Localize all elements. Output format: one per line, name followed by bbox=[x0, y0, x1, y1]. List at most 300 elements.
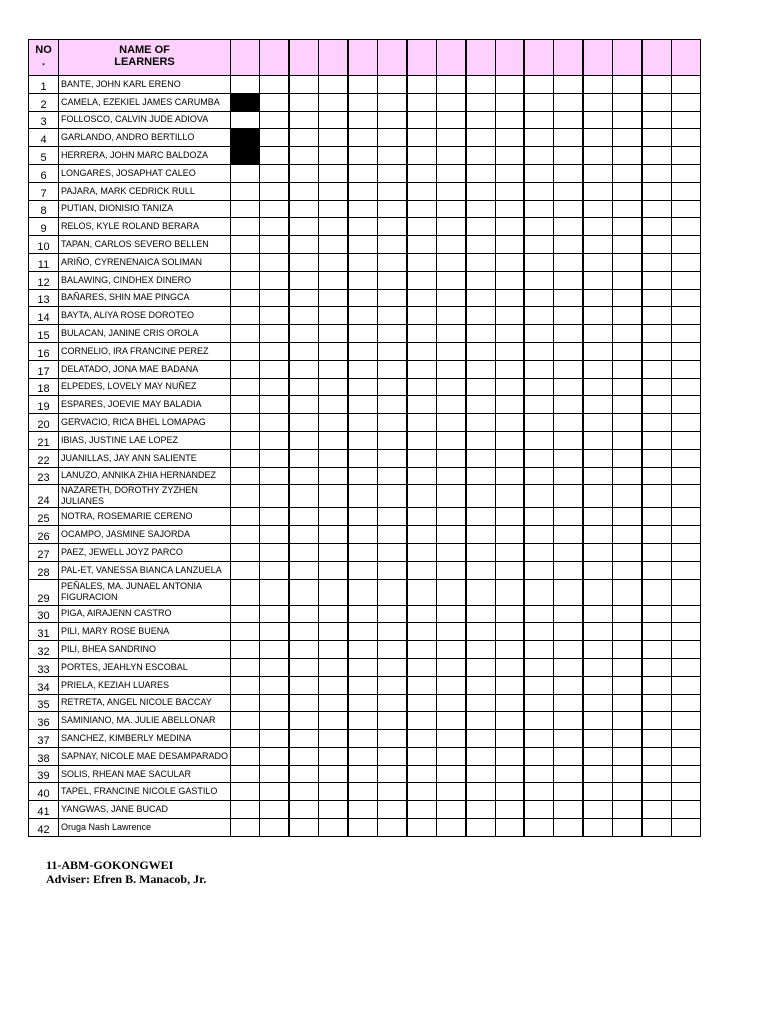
mark-cell[interactable] bbox=[436, 164, 465, 182]
mark-cell[interactable] bbox=[671, 801, 700, 819]
mark-cell[interactable] bbox=[642, 431, 671, 449]
mark-cell[interactable] bbox=[377, 396, 406, 414]
mark-cell[interactable] bbox=[407, 579, 436, 605]
mark-cell[interactable] bbox=[671, 747, 700, 765]
mark-cell[interactable] bbox=[554, 253, 583, 271]
mark-cell[interactable] bbox=[436, 182, 465, 200]
mark-cell[interactable] bbox=[289, 730, 318, 748]
mark-cell[interactable] bbox=[524, 623, 553, 641]
mark-cell[interactable] bbox=[671, 378, 700, 396]
mark-cell[interactable] bbox=[613, 543, 642, 561]
mark-cell[interactable] bbox=[231, 508, 260, 526]
mark-cell[interactable] bbox=[642, 485, 671, 508]
mark-cell[interactable] bbox=[377, 730, 406, 748]
mark-cell[interactable] bbox=[466, 76, 495, 94]
mark-cell[interactable] bbox=[348, 414, 377, 432]
mark-cell[interactable] bbox=[613, 164, 642, 182]
mark-cell[interactable] bbox=[231, 730, 260, 748]
mark-cell[interactable] bbox=[260, 414, 289, 432]
mark-cell[interactable] bbox=[554, 307, 583, 325]
mark-cell[interactable] bbox=[583, 253, 612, 271]
mark-cell[interactable] bbox=[466, 730, 495, 748]
mark-cell[interactable] bbox=[613, 783, 642, 801]
mark-cell[interactable] bbox=[407, 360, 436, 378]
mark-cell[interactable] bbox=[583, 676, 612, 694]
mark-cell[interactable] bbox=[495, 253, 524, 271]
mark-cell[interactable] bbox=[642, 164, 671, 182]
mark-cell[interactable] bbox=[524, 765, 553, 783]
mark-cell[interactable] bbox=[348, 378, 377, 396]
mark-cell[interactable] bbox=[495, 289, 524, 307]
mark-cell[interactable] bbox=[231, 765, 260, 783]
mark-cell[interactable] bbox=[554, 182, 583, 200]
mark-cell[interactable] bbox=[524, 342, 553, 360]
mark-cell[interactable] bbox=[613, 218, 642, 236]
mark-cell[interactable] bbox=[583, 819, 612, 837]
mark-cell[interactable] bbox=[466, 414, 495, 432]
mark-cell[interactable] bbox=[231, 543, 260, 561]
mark-cell[interactable] bbox=[231, 712, 260, 730]
mark-cell[interactable] bbox=[554, 730, 583, 748]
mark-cell[interactable] bbox=[642, 396, 671, 414]
mark-cell[interactable] bbox=[319, 819, 348, 837]
mark-cell[interactable] bbox=[524, 182, 553, 200]
mark-cell[interactable] bbox=[289, 765, 318, 783]
mark-cell[interactable] bbox=[642, 236, 671, 254]
mark-cell[interactable] bbox=[436, 561, 465, 579]
mark-cell[interactable] bbox=[348, 579, 377, 605]
mark-cell[interactable] bbox=[613, 819, 642, 837]
mark-cell[interactable] bbox=[466, 396, 495, 414]
mark-cell[interactable] bbox=[436, 765, 465, 783]
mark-cell[interactable] bbox=[554, 236, 583, 254]
mark-cell[interactable] bbox=[407, 783, 436, 801]
mark-cell[interactable] bbox=[289, 289, 318, 307]
mark-cell[interactable] bbox=[642, 526, 671, 544]
mark-cell[interactable] bbox=[524, 307, 553, 325]
mark-cell[interactable] bbox=[319, 485, 348, 508]
mark-cell[interactable] bbox=[524, 694, 553, 712]
mark-cell[interactable] bbox=[377, 129, 406, 147]
mark-cell[interactable] bbox=[554, 396, 583, 414]
mark-cell[interactable] bbox=[260, 730, 289, 748]
mark-cell[interactable] bbox=[554, 605, 583, 623]
mark-cell[interactable] bbox=[436, 307, 465, 325]
mark-cell[interactable] bbox=[613, 431, 642, 449]
mark-cell[interactable] bbox=[495, 396, 524, 414]
mark-cell[interactable] bbox=[671, 712, 700, 730]
mark-cell[interactable] bbox=[231, 325, 260, 343]
mark-cell[interactable] bbox=[583, 129, 612, 147]
mark-cell[interactable] bbox=[407, 658, 436, 676]
mark-cell[interactable] bbox=[407, 147, 436, 165]
mark-cell[interactable] bbox=[436, 543, 465, 561]
mark-cell[interactable] bbox=[348, 605, 377, 623]
mark-cell[interactable] bbox=[554, 129, 583, 147]
mark-cell[interactable] bbox=[613, 93, 642, 111]
mark-cell[interactable] bbox=[495, 641, 524, 659]
mark-cell[interactable] bbox=[495, 378, 524, 396]
mark-cell[interactable] bbox=[348, 561, 377, 579]
mark-cell[interactable] bbox=[583, 342, 612, 360]
mark-cell[interactable] bbox=[289, 526, 318, 544]
mark-cell[interactable] bbox=[583, 658, 612, 676]
mark-cell[interactable] bbox=[495, 747, 524, 765]
mark-cell[interactable] bbox=[231, 147, 260, 165]
mark-cell[interactable] bbox=[554, 342, 583, 360]
mark-cell[interactable] bbox=[289, 449, 318, 467]
mark-cell[interactable] bbox=[407, 747, 436, 765]
mark-cell[interactable] bbox=[466, 289, 495, 307]
mark-cell[interactable] bbox=[319, 730, 348, 748]
mark-cell[interactable] bbox=[407, 431, 436, 449]
mark-cell[interactable] bbox=[524, 508, 553, 526]
mark-cell[interactable] bbox=[642, 414, 671, 432]
mark-cell[interactable] bbox=[671, 76, 700, 94]
mark-cell[interactable] bbox=[524, 467, 553, 485]
mark-cell[interactable] bbox=[289, 111, 318, 129]
mark-cell[interactable] bbox=[524, 111, 553, 129]
mark-cell[interactable] bbox=[436, 694, 465, 712]
mark-cell[interactable] bbox=[466, 325, 495, 343]
mark-cell[interactable] bbox=[407, 508, 436, 526]
mark-cell[interactable] bbox=[671, 414, 700, 432]
mark-cell[interactable] bbox=[495, 801, 524, 819]
mark-cell[interactable] bbox=[671, 164, 700, 182]
mark-cell[interactable] bbox=[554, 467, 583, 485]
mark-cell[interactable] bbox=[642, 641, 671, 659]
mark-cell[interactable] bbox=[613, 485, 642, 508]
mark-cell[interactable] bbox=[554, 289, 583, 307]
mark-cell[interactable] bbox=[495, 765, 524, 783]
mark-cell[interactable] bbox=[260, 508, 289, 526]
mark-cell[interactable] bbox=[642, 819, 671, 837]
mark-cell[interactable] bbox=[289, 236, 318, 254]
mark-cell[interactable] bbox=[319, 129, 348, 147]
mark-cell[interactable] bbox=[407, 561, 436, 579]
mark-cell[interactable] bbox=[348, 783, 377, 801]
mark-cell[interactable] bbox=[613, 111, 642, 129]
mark-cell[interactable] bbox=[671, 253, 700, 271]
mark-cell[interactable] bbox=[495, 271, 524, 289]
mark-cell[interactable] bbox=[495, 508, 524, 526]
mark-cell[interactable] bbox=[231, 182, 260, 200]
mark-cell[interactable] bbox=[260, 623, 289, 641]
mark-cell[interactable] bbox=[642, 676, 671, 694]
mark-cell[interactable] bbox=[377, 485, 406, 508]
mark-cell[interactable] bbox=[554, 218, 583, 236]
mark-cell[interactable] bbox=[642, 783, 671, 801]
mark-cell[interactable] bbox=[377, 111, 406, 129]
mark-cell[interactable] bbox=[377, 765, 406, 783]
mark-cell[interactable] bbox=[524, 579, 553, 605]
mark-cell[interactable] bbox=[377, 164, 406, 182]
mark-cell[interactable] bbox=[348, 289, 377, 307]
mark-cell[interactable] bbox=[436, 712, 465, 730]
mark-cell[interactable] bbox=[524, 129, 553, 147]
mark-cell[interactable] bbox=[231, 605, 260, 623]
mark-cell[interactable] bbox=[436, 819, 465, 837]
mark-cell[interactable] bbox=[613, 289, 642, 307]
mark-cell[interactable] bbox=[436, 360, 465, 378]
mark-cell[interactable] bbox=[436, 641, 465, 659]
mark-cell[interactable] bbox=[466, 508, 495, 526]
mark-cell[interactable] bbox=[319, 378, 348, 396]
mark-cell[interactable] bbox=[642, 694, 671, 712]
mark-cell[interactable] bbox=[407, 325, 436, 343]
mark-cell[interactable] bbox=[348, 271, 377, 289]
mark-cell[interactable] bbox=[377, 508, 406, 526]
mark-cell[interactable] bbox=[554, 819, 583, 837]
mark-cell[interactable] bbox=[524, 289, 553, 307]
mark-cell[interactable] bbox=[231, 360, 260, 378]
mark-cell[interactable] bbox=[407, 182, 436, 200]
mark-cell[interactable] bbox=[642, 182, 671, 200]
mark-cell[interactable] bbox=[613, 147, 642, 165]
mark-cell[interactable] bbox=[260, 93, 289, 111]
mark-cell[interactable] bbox=[348, 325, 377, 343]
mark-cell[interactable] bbox=[524, 801, 553, 819]
mark-cell[interactable] bbox=[260, 342, 289, 360]
mark-cell[interactable] bbox=[671, 783, 700, 801]
mark-cell[interactable] bbox=[436, 325, 465, 343]
mark-cell[interactable] bbox=[319, 182, 348, 200]
mark-cell[interactable] bbox=[377, 712, 406, 730]
mark-cell[interactable] bbox=[466, 801, 495, 819]
mark-cell[interactable] bbox=[466, 218, 495, 236]
mark-cell[interactable] bbox=[348, 623, 377, 641]
mark-cell[interactable] bbox=[495, 819, 524, 837]
mark-cell[interactable] bbox=[348, 658, 377, 676]
mark-cell[interactable] bbox=[466, 164, 495, 182]
mark-cell[interactable] bbox=[348, 93, 377, 111]
mark-cell[interactable] bbox=[554, 579, 583, 605]
mark-cell[interactable] bbox=[583, 449, 612, 467]
mark-cell[interactable] bbox=[348, 641, 377, 659]
mark-cell[interactable] bbox=[319, 783, 348, 801]
mark-cell[interactable] bbox=[348, 431, 377, 449]
mark-cell[interactable] bbox=[466, 182, 495, 200]
mark-cell[interactable] bbox=[231, 641, 260, 659]
mark-cell[interactable] bbox=[554, 485, 583, 508]
mark-cell[interactable] bbox=[231, 218, 260, 236]
mark-cell[interactable] bbox=[495, 694, 524, 712]
mark-cell[interactable] bbox=[436, 111, 465, 129]
mark-cell[interactable] bbox=[642, 147, 671, 165]
mark-cell[interactable] bbox=[495, 307, 524, 325]
mark-cell[interactable] bbox=[436, 378, 465, 396]
mark-cell[interactable] bbox=[613, 76, 642, 94]
mark-cell[interactable] bbox=[348, 449, 377, 467]
mark-cell[interactable] bbox=[348, 526, 377, 544]
mark-cell[interactable] bbox=[554, 694, 583, 712]
mark-cell[interactable] bbox=[348, 765, 377, 783]
mark-cell[interactable] bbox=[613, 765, 642, 783]
mark-cell[interactable] bbox=[407, 676, 436, 694]
mark-cell[interactable] bbox=[495, 200, 524, 218]
mark-cell[interactable] bbox=[583, 93, 612, 111]
mark-cell[interactable] bbox=[583, 561, 612, 579]
mark-cell[interactable] bbox=[524, 431, 553, 449]
mark-cell[interactable] bbox=[260, 526, 289, 544]
mark-cell[interactable] bbox=[289, 147, 318, 165]
mark-cell[interactable] bbox=[377, 147, 406, 165]
mark-cell[interactable] bbox=[319, 641, 348, 659]
mark-cell[interactable] bbox=[466, 605, 495, 623]
mark-cell[interactable] bbox=[466, 467, 495, 485]
mark-cell[interactable] bbox=[466, 543, 495, 561]
mark-cell[interactable] bbox=[583, 730, 612, 748]
mark-cell[interactable] bbox=[436, 93, 465, 111]
mark-cell[interactable] bbox=[642, 129, 671, 147]
mark-cell[interactable] bbox=[495, 414, 524, 432]
mark-cell[interactable] bbox=[554, 783, 583, 801]
mark-cell[interactable] bbox=[642, 253, 671, 271]
mark-cell[interactable] bbox=[436, 658, 465, 676]
mark-cell[interactable] bbox=[319, 543, 348, 561]
mark-cell[interactable] bbox=[377, 801, 406, 819]
mark-cell[interactable] bbox=[495, 712, 524, 730]
mark-cell[interactable] bbox=[319, 658, 348, 676]
mark-cell[interactable] bbox=[466, 485, 495, 508]
mark-cell[interactable] bbox=[348, 129, 377, 147]
mark-cell[interactable] bbox=[348, 801, 377, 819]
mark-cell[interactable] bbox=[671, 360, 700, 378]
mark-cell[interactable] bbox=[260, 485, 289, 508]
mark-cell[interactable] bbox=[348, 360, 377, 378]
mark-cell[interactable] bbox=[554, 676, 583, 694]
mark-cell[interactable] bbox=[289, 164, 318, 182]
mark-cell[interactable] bbox=[466, 623, 495, 641]
mark-cell[interactable] bbox=[495, 129, 524, 147]
mark-cell[interactable] bbox=[260, 271, 289, 289]
mark-cell[interactable] bbox=[613, 526, 642, 544]
mark-cell[interactable] bbox=[319, 449, 348, 467]
mark-cell[interactable] bbox=[583, 543, 612, 561]
mark-cell[interactable] bbox=[524, 378, 553, 396]
mark-cell[interactable] bbox=[407, 111, 436, 129]
mark-cell[interactable] bbox=[554, 414, 583, 432]
mark-cell[interactable] bbox=[524, 605, 553, 623]
mark-cell[interactable] bbox=[319, 360, 348, 378]
mark-cell[interactable] bbox=[319, 325, 348, 343]
mark-cell[interactable] bbox=[495, 783, 524, 801]
mark-cell[interactable] bbox=[466, 783, 495, 801]
mark-cell[interactable] bbox=[377, 623, 406, 641]
mark-cell[interactable] bbox=[319, 526, 348, 544]
mark-cell[interactable] bbox=[613, 712, 642, 730]
mark-cell[interactable] bbox=[231, 111, 260, 129]
mark-cell[interactable] bbox=[377, 676, 406, 694]
mark-cell[interactable] bbox=[495, 623, 524, 641]
mark-cell[interactable] bbox=[377, 694, 406, 712]
mark-cell[interactable] bbox=[348, 218, 377, 236]
mark-cell[interactable] bbox=[260, 431, 289, 449]
mark-cell[interactable] bbox=[642, 342, 671, 360]
mark-cell[interactable] bbox=[554, 200, 583, 218]
mark-cell[interactable] bbox=[613, 342, 642, 360]
mark-cell[interactable] bbox=[495, 730, 524, 748]
mark-cell[interactable] bbox=[524, 676, 553, 694]
mark-cell[interactable] bbox=[377, 200, 406, 218]
mark-cell[interactable] bbox=[377, 182, 406, 200]
mark-cell[interactable] bbox=[613, 307, 642, 325]
mark-cell[interactable] bbox=[377, 93, 406, 111]
mark-cell[interactable] bbox=[613, 747, 642, 765]
mark-cell[interactable] bbox=[671, 93, 700, 111]
mark-cell[interactable] bbox=[613, 623, 642, 641]
mark-cell[interactable] bbox=[642, 76, 671, 94]
mark-cell[interactable] bbox=[319, 307, 348, 325]
mark-cell[interactable] bbox=[613, 579, 642, 605]
mark-cell[interactable] bbox=[671, 605, 700, 623]
mark-cell[interactable] bbox=[554, 712, 583, 730]
mark-cell[interactable] bbox=[583, 307, 612, 325]
mark-cell[interactable] bbox=[642, 801, 671, 819]
mark-cell[interactable] bbox=[613, 467, 642, 485]
mark-cell[interactable] bbox=[554, 325, 583, 343]
mark-cell[interactable] bbox=[642, 378, 671, 396]
mark-cell[interactable] bbox=[289, 200, 318, 218]
mark-cell[interactable] bbox=[495, 182, 524, 200]
mark-cell[interactable] bbox=[231, 253, 260, 271]
mark-cell[interactable] bbox=[289, 360, 318, 378]
mark-cell[interactable] bbox=[319, 342, 348, 360]
mark-cell[interactable] bbox=[231, 526, 260, 544]
mark-cell[interactable] bbox=[348, 182, 377, 200]
mark-cell[interactable] bbox=[319, 561, 348, 579]
mark-cell[interactable] bbox=[495, 76, 524, 94]
mark-cell[interactable] bbox=[583, 694, 612, 712]
mark-cell[interactable] bbox=[289, 508, 318, 526]
mark-cell[interactable] bbox=[436, 676, 465, 694]
mark-cell[interactable] bbox=[495, 431, 524, 449]
mark-cell[interactable] bbox=[436, 414, 465, 432]
mark-cell[interactable] bbox=[524, 236, 553, 254]
mark-cell[interactable] bbox=[613, 730, 642, 748]
mark-cell[interactable] bbox=[436, 129, 465, 147]
mark-cell[interactable] bbox=[377, 218, 406, 236]
mark-cell[interactable] bbox=[260, 76, 289, 94]
mark-cell[interactable] bbox=[377, 378, 406, 396]
mark-cell[interactable] bbox=[407, 93, 436, 111]
mark-cell[interactable] bbox=[260, 694, 289, 712]
mark-cell[interactable] bbox=[524, 76, 553, 94]
mark-cell[interactable] bbox=[377, 289, 406, 307]
mark-cell[interactable] bbox=[524, 561, 553, 579]
mark-cell[interactable] bbox=[524, 485, 553, 508]
mark-cell[interactable] bbox=[671, 579, 700, 605]
mark-cell[interactable] bbox=[348, 396, 377, 414]
mark-cell[interactable] bbox=[524, 414, 553, 432]
mark-cell[interactable] bbox=[231, 801, 260, 819]
mark-cell[interactable] bbox=[231, 783, 260, 801]
mark-cell[interactable] bbox=[583, 765, 612, 783]
mark-cell[interactable] bbox=[642, 467, 671, 485]
mark-cell[interactable] bbox=[289, 218, 318, 236]
mark-cell[interactable] bbox=[348, 164, 377, 182]
mark-cell[interactable] bbox=[407, 76, 436, 94]
mark-cell[interactable] bbox=[524, 449, 553, 467]
mark-cell[interactable] bbox=[377, 658, 406, 676]
mark-cell[interactable] bbox=[260, 712, 289, 730]
mark-cell[interactable] bbox=[407, 605, 436, 623]
mark-cell[interactable] bbox=[554, 641, 583, 659]
mark-cell[interactable] bbox=[642, 93, 671, 111]
mark-cell[interactable] bbox=[642, 200, 671, 218]
mark-cell[interactable] bbox=[377, 783, 406, 801]
mark-cell[interactable] bbox=[642, 730, 671, 748]
